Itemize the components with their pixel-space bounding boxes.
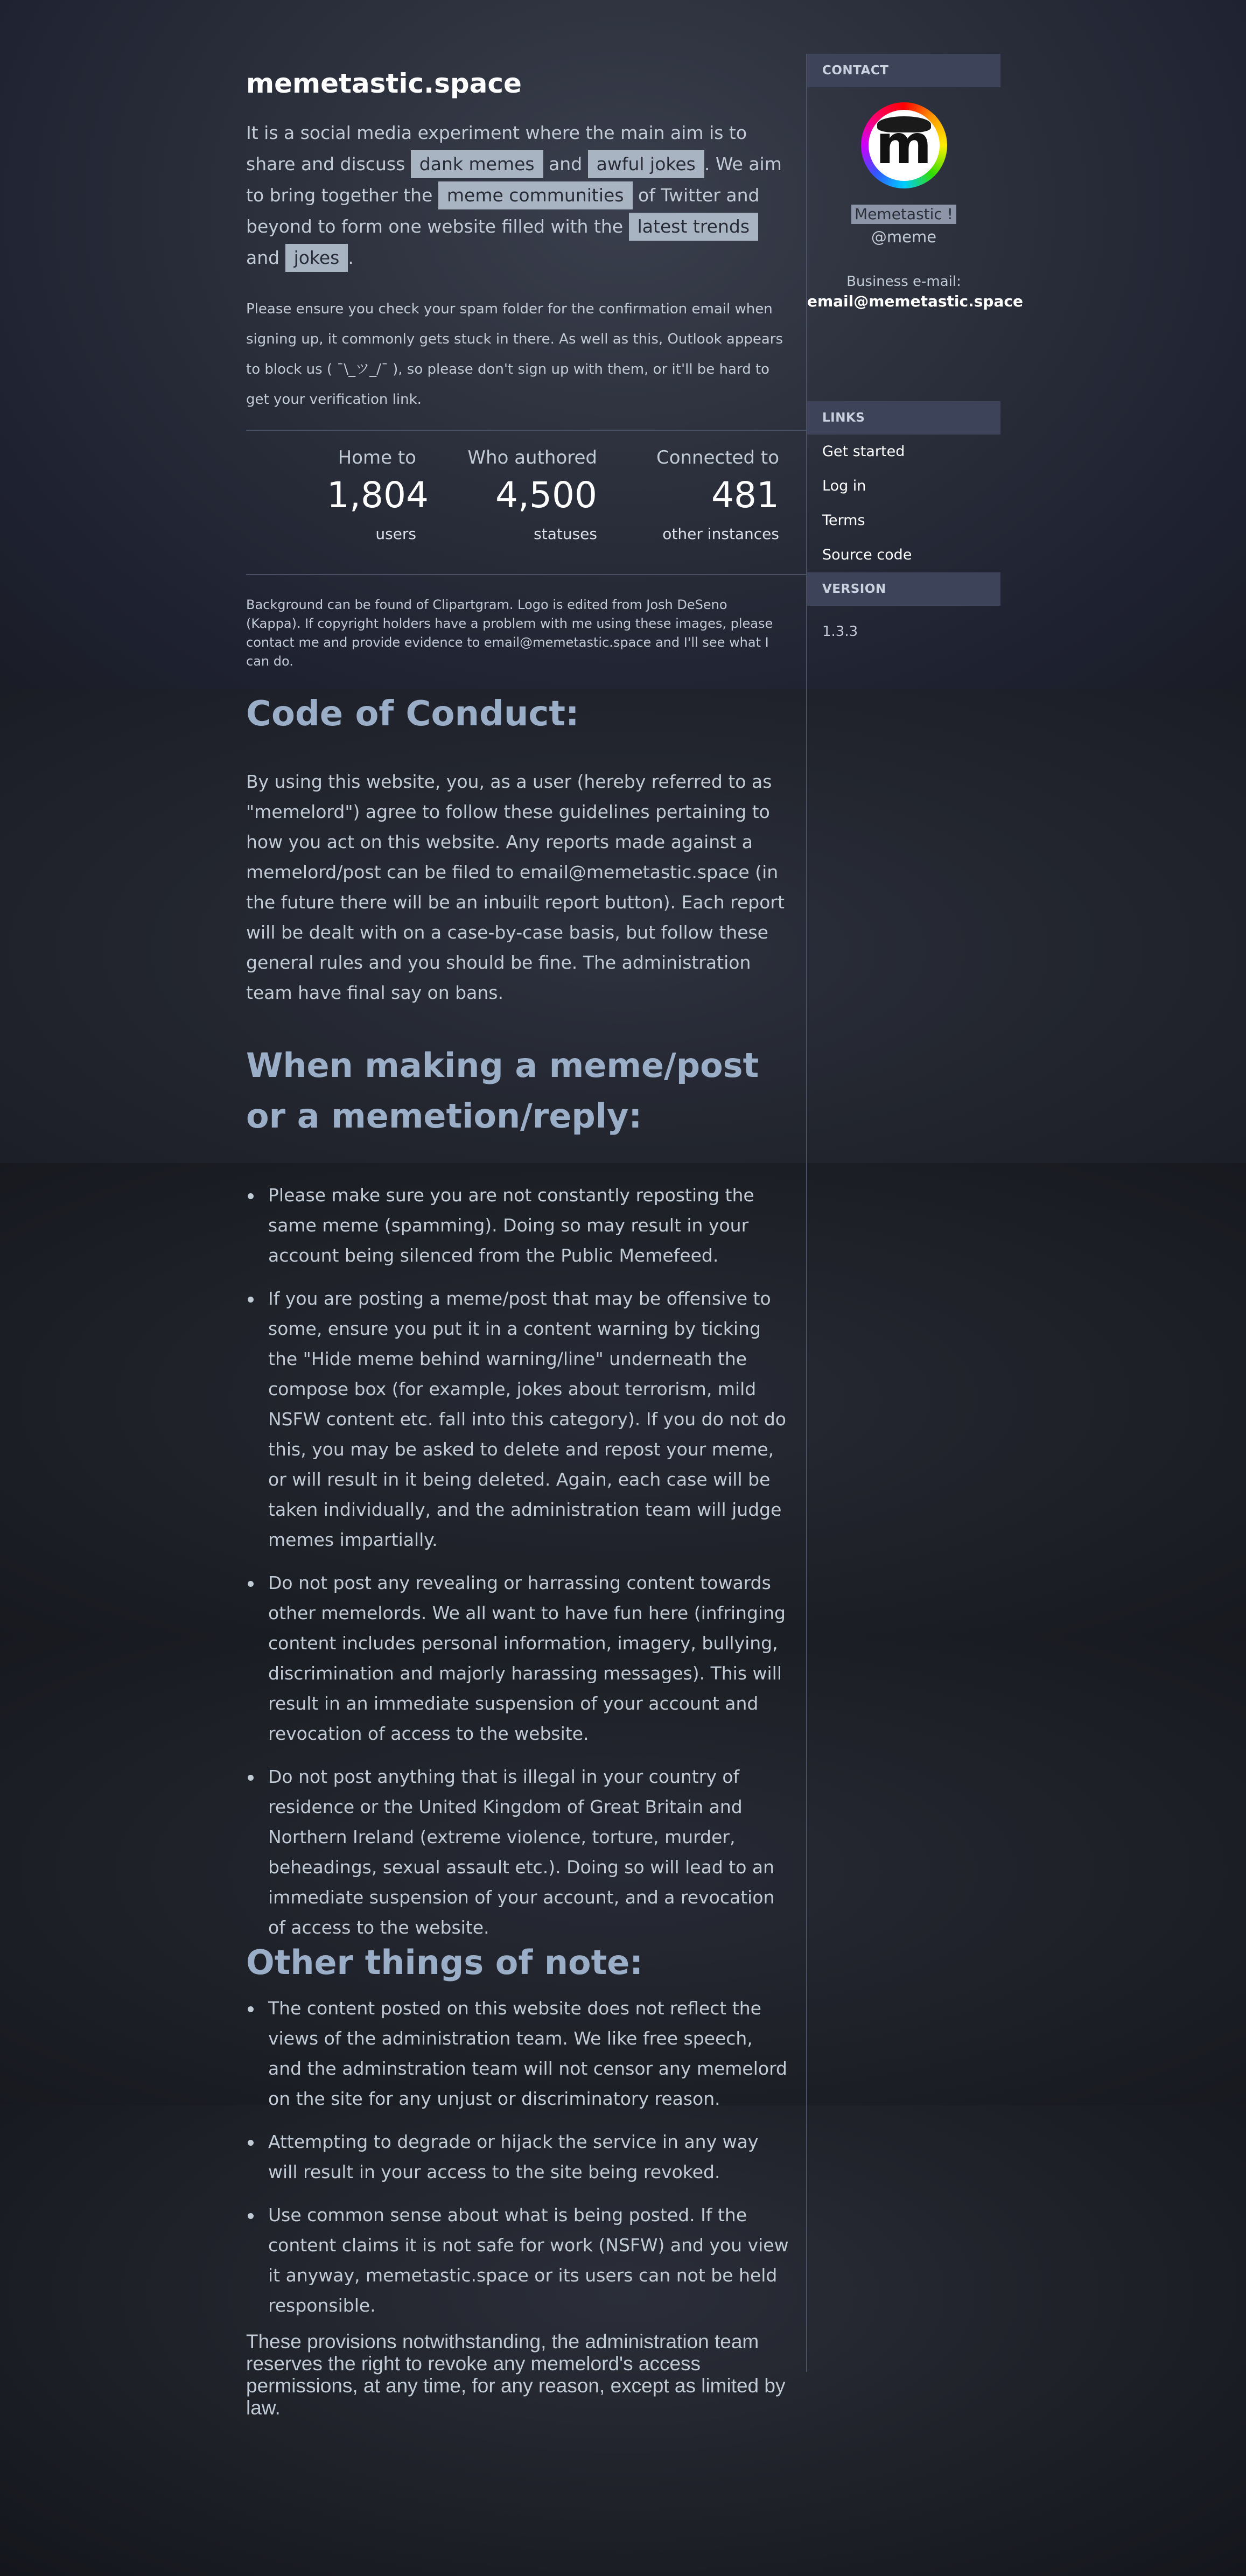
avatar[interactable] xyxy=(861,102,947,188)
stat-label: Connected to xyxy=(656,447,779,468)
stat-value: 1,804 xyxy=(327,474,429,516)
other-notes-heading: Other things of note: xyxy=(246,1943,643,1982)
spam-notice: Please ensure you check your spam folder for the confirmation email when signing up, it commonly gets stuck in there. As well as this, Outlook appears to block us ( ¯\_ツ_/¯ ), so please don't sign up with them, or it'll be hard to get your verification link. xyxy=(246,301,783,408)
stat-unit: other instances xyxy=(662,525,779,543)
posting-rules-heading: When making a meme/post or a memetion/reply: xyxy=(246,1046,759,1136)
list-item: The content posted on this website does not reflect the views of the administration team. We like free speech, and the adminstration team will not censor any memelord on the site for any unjust or discriminatory reason. xyxy=(246,1993,790,2114)
list-item: If you are posting a meme/post that may be offensive to some, ensure you put it in a content warning by ticking the "Hide meme behind warning/line" underneath the compose box (for example, jokes about terrorism, mild NSFW content etc. fall into this category). If you do not do this, you may be asked to delete and repost your meme, or will result in it being deleted. Again, each case will be taken individually, and the administration team will judge memes impartially. xyxy=(246,1284,790,1555)
contact-card xyxy=(807,102,1023,401)
link-log-in[interactable]: Log in xyxy=(822,478,866,494)
business-email-link[interactable]: email@memetastic.space xyxy=(807,292,1023,310)
link-source-code[interactable]: Source code xyxy=(822,547,912,563)
username[interactable]: @meme xyxy=(871,228,937,246)
avatar-logo xyxy=(869,110,940,181)
business-email-label: Business e-mail: xyxy=(846,274,961,290)
link-get-started[interactable]: Get started xyxy=(822,443,905,460)
avatar-letter: m xyxy=(876,113,932,176)
display-name-text[interactable]: Memetastic ! xyxy=(851,205,956,224)
hashtag-jokes[interactable]: jokes xyxy=(285,244,348,272)
list-item: Do not post any revealing or harrassing content towards other memelords. We all want to have fun here (infringing content includes personal information, imagery, bullying, discrimination and majorly harassing messages). This will result in an immediate suspension of your account and revocation of access to the website. xyxy=(246,1568,790,1749)
intro-text: It is a social media experiment where the main aim is to share and discuss xyxy=(246,122,747,174)
closing-statement: These provisions notwithstanding, the administration team reserves the right to revoke any memelord's access permissions, at any time, for any reason, except as limited by law. xyxy=(246,2330,786,2419)
credits-text: Background can be found of Clipartgram. Logo is edited from Josh DeSeno (Kappa). If copyright holders have a problem with me using these images, please contact me and provide evidence to email@memetastic.space and I'll see what I can do. xyxy=(246,597,773,669)
stat-unit: users xyxy=(375,525,416,543)
stat-value: 4,500 xyxy=(495,474,597,516)
intro-paragraph xyxy=(246,117,795,274)
list-item: Attempting to degrade or hijack the service in any way will result in your access to the site being revoked. xyxy=(246,2127,790,2187)
posting-rules-list xyxy=(246,1180,790,1943)
intro-text: . xyxy=(348,247,354,268)
intro-text: and xyxy=(543,153,588,174)
stat-label: Home to xyxy=(338,447,416,468)
display-name[interactable] xyxy=(807,188,1000,224)
list-item: Do not post anything that is illegal in your country of residence or the United Kingdom of Great Britain and Northern Ireland (extreme violence, torture, murder, beheadings, sexual assault etc.). Doing so will lead to an immediate suspension of your account, and a revocation of access to the website. xyxy=(246,1762,790,1943)
hashtag-meme-communities[interactable]: meme communities xyxy=(438,181,633,209)
stat-users xyxy=(327,431,429,545)
version-number: 1.3.3 xyxy=(822,624,858,640)
links-heading: LINKS xyxy=(807,401,1000,435)
version-heading: VERSION xyxy=(807,572,1000,606)
stat-statuses xyxy=(461,431,597,545)
main-column xyxy=(246,54,806,2419)
other-notes-list xyxy=(246,1993,790,2321)
instance-stats xyxy=(246,430,806,575)
stat-value: 481 xyxy=(711,474,779,516)
stat-unit: statuses xyxy=(534,525,597,543)
links-list xyxy=(807,435,1000,572)
hashtag-dank-memes[interactable]: dank memes xyxy=(411,150,543,178)
stat-instances xyxy=(634,431,779,545)
hashtag-latest-trends[interactable]: latest trends xyxy=(629,213,758,241)
list-item: Please make sure you are not constantly reposting the same meme (spamming). Doing so may result in your account being silenced from the Public Memefeed. xyxy=(246,1180,790,1271)
intro-text: of Twitter and beyond to form one website filled with the xyxy=(246,185,760,237)
hashtag-awful-jokes[interactable]: awful jokes xyxy=(588,150,704,178)
intro-text: and xyxy=(246,247,285,268)
conduct-intro: By using this website, you, as a user (hereby referred to as "memelord") agree to follow these guidelines pertaining to how you act on this website. Any reports made against a memelord/post can be filed to email@memetastic.space (in the future there will be an inbuilt report button). Each report will be dealt with on a case-by-case basis, but follow these general rules and you should be fine. The administration team have final say on bans. xyxy=(246,771,785,1003)
code-of-conduct-heading: Code of Conduct: xyxy=(246,694,579,734)
sidebar xyxy=(807,54,1023,642)
link-terms[interactable]: Terms xyxy=(822,512,865,529)
intro-text: . We aim to bring together the xyxy=(246,153,782,206)
list-item: Use common sense about what is being posted. If the content claims it is not safe for work (NSFW) and you view it anyway, memetastic.space or its users can not be held responsible. xyxy=(246,2200,790,2321)
contact-heading: CONTACT xyxy=(807,54,1000,87)
site-title: memetastic.space xyxy=(246,68,522,99)
stat-label: Who authored xyxy=(467,447,597,468)
